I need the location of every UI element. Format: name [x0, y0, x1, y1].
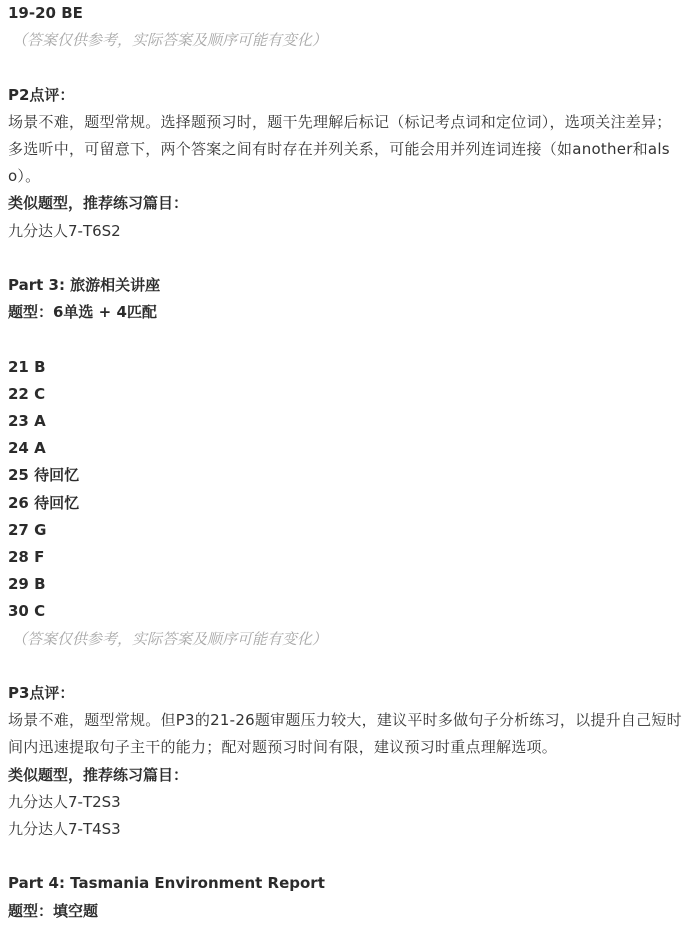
- answer-item: 23 A: [8, 412, 46, 430]
- p3-similar-title: 类似题型，推荐练习篇目：: [8, 765, 189, 784]
- p3-similar-item: 九分达人7-T2S3: [8, 792, 121, 811]
- answer-item: 28 F: [8, 548, 45, 567]
- answer-item: 29 B: [8, 575, 46, 594]
- p2-similar-item: 九分达人7-T6S2: [8, 221, 121, 240]
- part3-heading: Part 3: 旅游相关讲座: [8, 276, 161, 294]
- spacer: [8, 54, 686, 81]
- part4-question-type: 题型：填空题: [8, 901, 99, 920]
- p2-review-text: 场景不难，题型常规。选择题预习时，题干先理解后标记（标记考点词和定位词），选项关注差异；多选听中，可留意下，两个答案之间有时存在并列关系，可能会用并列连词连接（如another和also）。: [8, 112, 672, 186]
- answer-item: 30 C: [8, 602, 46, 621]
- part3-answer-list: [8, 354, 686, 626]
- answer-item: 25 待回忆: [8, 466, 80, 485]
- spacer: [8, 245, 686, 272]
- part3-question-type: 题型：6单选 + 4匹配: [8, 303, 157, 322]
- spacer: [8, 843, 686, 870]
- p3-similar-item: 九分达人7-T4S3: [8, 820, 121, 839]
- spacer: [8, 326, 686, 353]
- answer-item: 22 C: [8, 384, 46, 403]
- answer-item: 21 B: [8, 357, 46, 376]
- p2-review-title: P2点评：: [8, 85, 75, 104]
- answer-disclaimer-note: （答案仅供参考，实际答案及顺序可能有变化）: [12, 31, 328, 50]
- answer-item: 24 A: [8, 439, 46, 458]
- answer-item: 26 待回忆: [8, 493, 80, 512]
- spacer: [8, 653, 686, 680]
- answer-item: 27 G: [8, 520, 47, 539]
- answer-disclaimer-note: （答案仅供参考，实际答案及顺序可能有变化）: [12, 629, 328, 648]
- p3-review-title: P3点评：: [8, 684, 75, 703]
- answer-19-20: 19-20 BE: [8, 4, 83, 22]
- p3-review-text: 场景不难，题型常规。但P3的21-26题审题压力较大，建议平时多做句子分析练习，以提升自己短时间内迅速提取句子主干的能力；配对题预习时间有限，建议预习时重点理解选项。: [8, 711, 682, 757]
- p2-similar-title: 类似题型，推荐练习篇目：: [8, 194, 189, 213]
- part4-heading: Part 4: Tasmania Environment Report: [8, 874, 325, 893]
